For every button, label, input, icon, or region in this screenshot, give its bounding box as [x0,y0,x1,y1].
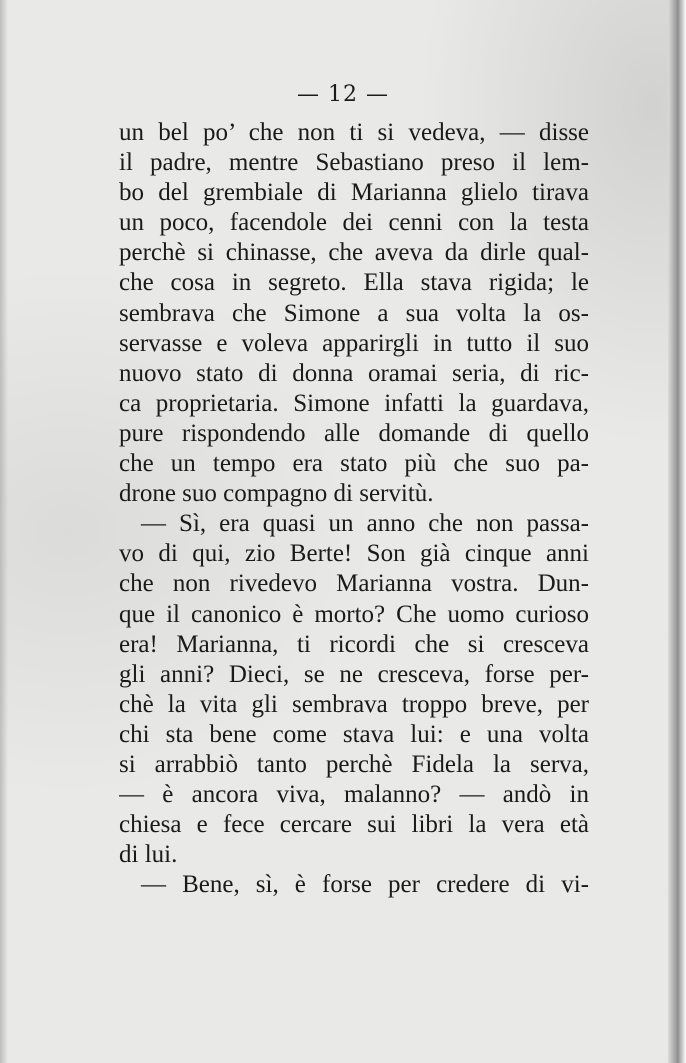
text-line: drone suo compagno di servitù. [119,480,434,508]
text-line: sembrava che Simone a sua volta la os- [119,299,589,327]
text-line: — Sì, era quasi un anno che non passa- [141,510,589,538]
text-line: servasse e voleva apparirgli in tutto il suo [119,329,589,357]
text-line: gli anni? Dieci, se ne cresceva, forse per- [119,660,589,688]
text-line: di lui. [119,841,178,869]
page-number: — 12 — [297,82,389,107]
text-line: ca proprietaria. Simone infatti la guardava, [119,389,589,417]
text-line: si arrabbiò tanto perchè Fidela la serva, [119,750,589,778]
text-line: era! Marianna, ti ricordi che si cresceva [119,630,589,658]
text-line: un bel po’ che non ti si vedeva, — disse [119,119,589,146]
text-line: pure rispondendo alle domande di quello [119,419,589,447]
text-line: — è ancora viva, malanno? — andò in [119,781,589,809]
text-line: — Bene, sì, è forse per credere di vi- [141,871,589,899]
body-text [119,118,589,900]
page-right-edge [668,0,686,1063]
text-line: il padre, mentre Sebastiano preso il lem- [119,149,589,177]
text-line: chè la vita gli sembrava troppo breve, per [119,690,589,718]
page-left-shadow [0,0,8,1063]
text-line: che non rivedevo Marianna vostra. Dun- [119,570,589,598]
text-line: nuovo stato di donna oramai seria, di ric- [119,359,589,387]
text-line: che un tempo era stato più che suo pa- [119,450,589,478]
text-line: perchè si chinasse, che aveva da dirle qual- [119,239,589,267]
text-line: chi sta bene come stava lui: e una volta [119,720,589,748]
text-line: che cosa in segreto. Ella stava rigida; le [119,269,589,297]
text-line: un poco, facendole dei cenni con la testa [119,209,589,237]
text-line: vo di qui, zio Berte! Son già cinque anni [119,540,589,568]
text-line: bo del grembiale di Marianna glielo tirava [119,179,589,207]
text-line: que il canonico è morto? Che uomo curioso [119,600,589,628]
text-line: chiesa e fece cercare sui libri la vera età [119,811,589,839]
